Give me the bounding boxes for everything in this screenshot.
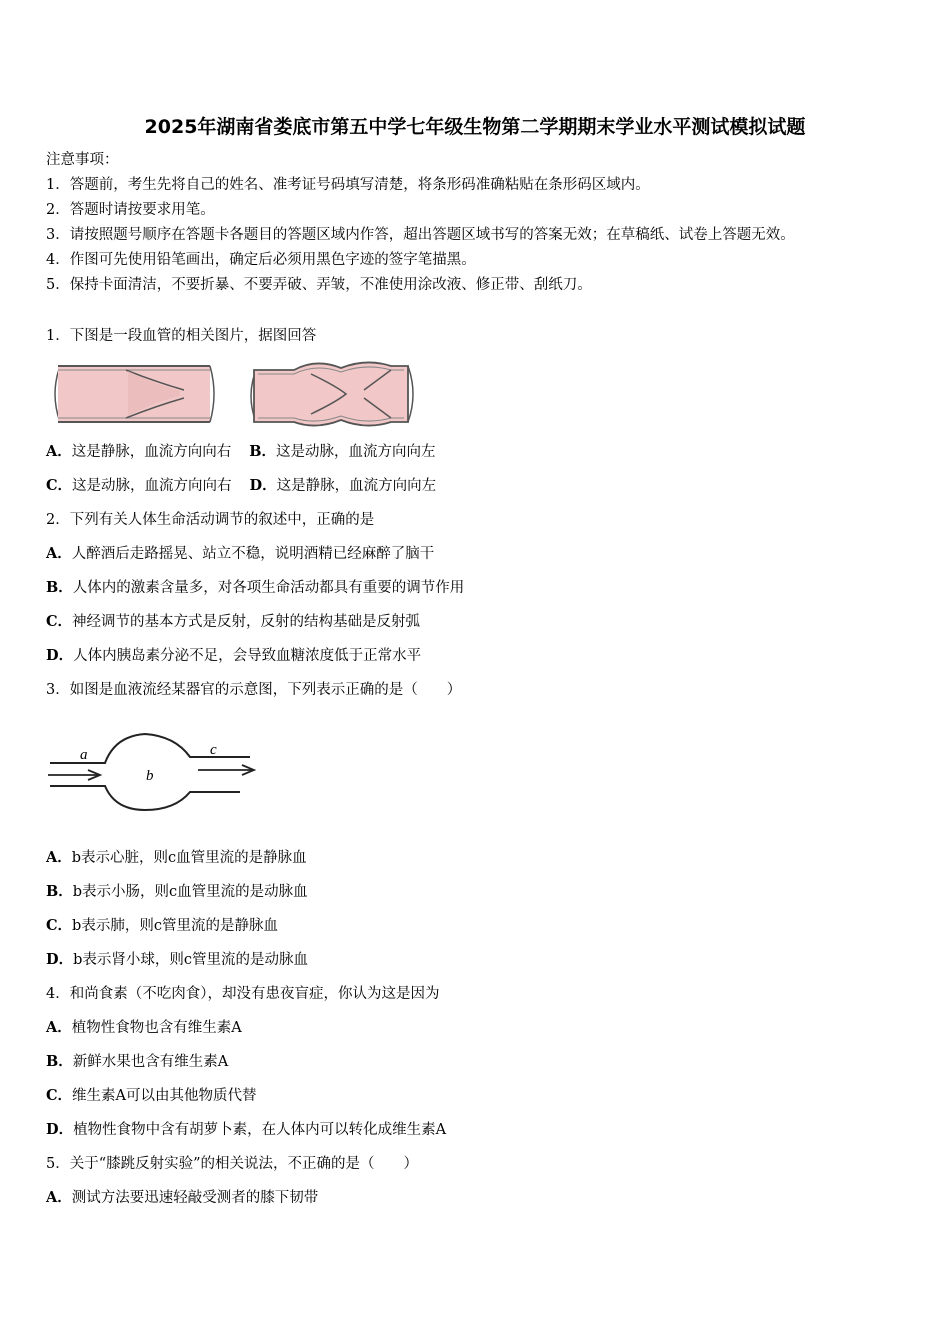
blood-vessel-figure	[46, 356, 426, 432]
option-letter: A．	[46, 443, 72, 460]
option-letter: A．	[46, 1189, 72, 1206]
vessel-right	[251, 362, 413, 425]
q2-option-a	[46, 545, 434, 563]
option-text: 维生素A可以由其他物质代替	[72, 1088, 257, 1104]
option-text: b表示肺，则c管里流的是静脉血	[72, 918, 278, 934]
q4-stem: 4．和尚食素（不吃肉食），却没有患夜盲症，你认为这是因为	[46, 986, 440, 1002]
option-text: 植物性食物也含有维生素A	[71, 1020, 242, 1036]
vessel-left	[55, 366, 214, 422]
option-text: 这是动脉，血流方向向右	[72, 478, 232, 494]
q4-option-d	[46, 1121, 446, 1139]
option-text: 人体内胰岛素分泌不足，会导致血糖浓度低于正常水平	[73, 648, 422, 664]
option-letter: C．	[46, 477, 73, 494]
option-letter: D．	[249, 477, 277, 494]
option-text: 新鲜水果也含有维生素A	[72, 1054, 229, 1070]
option-text: 神经调节的基本方式是反射，反射的结构基础是反射弧	[72, 614, 421, 630]
option-letter: A．	[46, 1019, 72, 1036]
option-letter: A．	[46, 849, 72, 866]
q1-options-row-2	[46, 477, 436, 495]
q5-option-a	[46, 1189, 318, 1207]
option-text: b表示肾小球，则c管里流的是动脉血	[73, 952, 308, 968]
option-letter: D．	[46, 647, 74, 664]
organ-blood-flow-figure	[40, 728, 270, 816]
option-text: b表示心脏，则c血管里流的是静脉血	[71, 850, 307, 866]
q1-stem: 1．下图是一段血管的相关图片，据图回答	[46, 328, 317, 344]
q2-option-c	[46, 613, 420, 631]
option-letter: B．	[46, 579, 73, 596]
q3-option-a	[46, 849, 307, 867]
option-letter: B．	[46, 883, 73, 900]
q4-option-b	[46, 1053, 228, 1071]
q2-option-d	[46, 647, 421, 665]
notice-item-5: 5．保持卡面清洁，不要折暴、不要弄破、弄皱，不准使用涂改液、修正带、刮纸刀。	[46, 277, 592, 293]
notice-item-1: 1．答题前，考生先将自己的姓名、准考证号码填写清楚，将条形码准确粘贴在条形码区域内。	[46, 177, 650, 193]
option-text: b表示小肠，则c血管里流的是动脉血	[72, 884, 308, 900]
q3-option-b	[46, 883, 308, 901]
notice-item-2: 2．答题时请按要求用笔。	[46, 202, 215, 218]
option-letter: C．	[46, 917, 73, 934]
option-letter: D．	[46, 1121, 74, 1138]
option-letter: C．	[46, 1087, 73, 1104]
q3-option-c	[46, 917, 278, 935]
option-text: 这是静脉，血流方向向右	[71, 444, 232, 460]
q2-stem: 2．下列有关人体生命活动调节的叙述中，正确的是	[46, 512, 375, 528]
q5-stem: 5．关于“膝跳反射实验”的相关说法，不正确的是（ ）	[46, 1156, 419, 1172]
label-a: a	[80, 747, 88, 763]
notice-item-4: 4．作图可先使用铅笔画出，确定后必须用黑色字迹的签字笔描黑。	[46, 252, 476, 268]
option-letter: C．	[46, 613, 73, 630]
page-title: 2025年湖南省娄底市第五中学七年级生物第二学期期末学业水平测试模拟试题	[144, 116, 806, 138]
option-text: 这是动脉，血流方向向左	[276, 444, 436, 460]
notice-heading: 注意事项：	[46, 152, 119, 168]
option-letter: A．	[46, 545, 72, 562]
q4-option-a	[46, 1019, 242, 1037]
option-text: 测试方法要迅速轻敲受测者的膝下韧带	[71, 1190, 319, 1206]
notice-item-3: 3．请按照题号顺序在答题卡各题目的答题区域内作答，超出答题区域书写的答案无效；在草稿纸、试卷上答题无效。	[46, 227, 795, 243]
option-text: 人醉酒后走路摇晃、站立不稳，说明酒精已经麻醉了脑干	[71, 546, 435, 562]
option-text: 植物性食物中含有胡萝卜素，在人体内可以转化成维生素A	[73, 1122, 447, 1138]
option-letter: B．	[46, 1053, 73, 1070]
option-text: 人体内的激素含量多，对各项生命活动都具有重要的调节作用	[72, 580, 465, 596]
option-letter: B．	[249, 443, 277, 460]
option-letter: D．	[46, 951, 74, 968]
label-c: c	[210, 742, 217, 758]
option-text: 这是静脉，血流方向向左	[276, 478, 437, 494]
q1-options-row-1	[46, 443, 436, 461]
q2-option-b	[46, 579, 464, 597]
q4-option-c	[46, 1087, 257, 1105]
q3-stem: 3．如图是血液流经某器官的示意图，下列表示正确的是（ ）	[46, 682, 462, 698]
label-b: b	[146, 768, 154, 784]
q3-option-d	[46, 951, 308, 969]
